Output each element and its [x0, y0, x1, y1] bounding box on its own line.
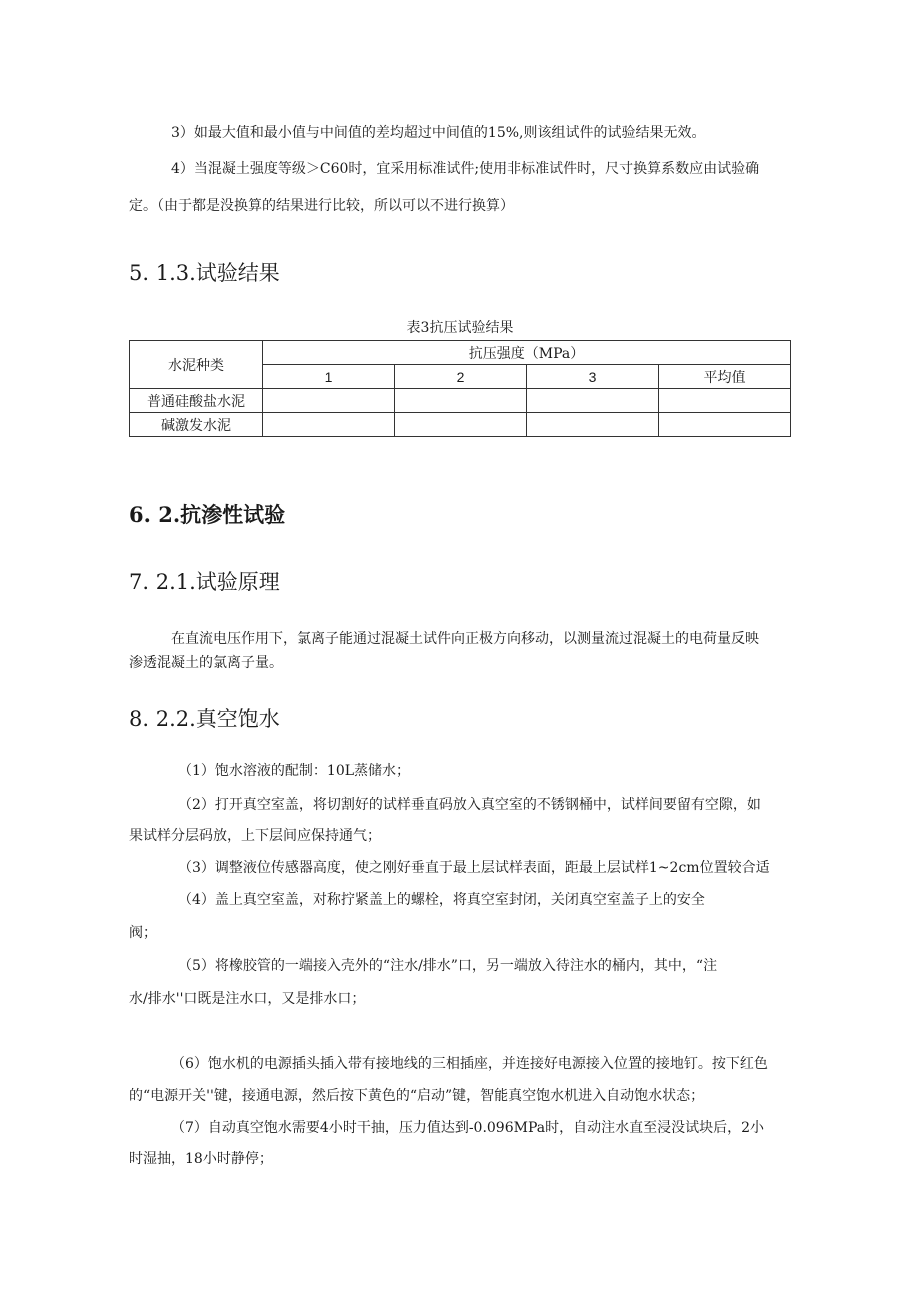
- principle-line2: 渗透混凝土的氯离子量。: [129, 655, 283, 671]
- table-cell: [527, 413, 659, 437]
- step-2-line2: 果试样分层码放，上下层间应保持通气；: [129, 828, 381, 844]
- header-cement-type: 水泥种类: [130, 341, 263, 389]
- subheader-1: 1: [263, 365, 395, 389]
- row-name: 碱激发水泥: [130, 413, 263, 437]
- table-row: [130, 389, 791, 413]
- table-cell: [659, 389, 791, 413]
- step-2-line1: （2）打开真空室盖，将切割好的试样垂直码放入真空室的不锈钢桶中，试样间要留有空隙，如: [178, 797, 761, 813]
- compression-results-table: [129, 340, 791, 437]
- table-caption: 表3抗压试验结果: [406, 320, 514, 336]
- step-5-line2: 水/排水''口既是注水口，又是排水口；: [129, 991, 366, 1007]
- table-cell: [659, 413, 791, 437]
- table-cell: [395, 413, 527, 437]
- heading-permeability-test: 6. 2.抗渗性试验: [129, 502, 286, 527]
- row-name: 普通硅酸盐水泥: [130, 389, 263, 413]
- heading-test-principle: 7. 2.1.试验原理: [129, 570, 280, 594]
- table-cell: [263, 413, 395, 437]
- principle-line1: 在直流电压作用下，氯离子能通过混凝土试件向正极方向移动，以测量流过混凝土的电荷量反映: [171, 631, 759, 647]
- step-1: （1）饱水溶液的配制：10L蒸储水；: [178, 763, 411, 779]
- table-cell: [395, 389, 527, 413]
- heading-test-results: 5. 1.3.试验结果: [129, 261, 280, 285]
- paragraph-4-line1: 4）当混凝土强度等级＞C60时，宜采用标准试件;使用非标准试件时，尺寸换算系数应由试验确: [171, 161, 760, 177]
- table-cell: [263, 389, 395, 413]
- step-7-line1: （7）自动真空饱水需要4小时干抽，压力值达到-0.096MPa时，自动注水直至浸没试块后，2小: [171, 1120, 765, 1136]
- step-4-line1: （4）盖上真空室盖，对称拧紧盖上的螺栓，将真空室封闭，关闭真空室盖子上的安全: [178, 892, 705, 908]
- heading-vacuum-saturation: 8. 2.2.真空饱水: [129, 707, 280, 731]
- step-3: （3）调整液位传感器高度，使之刚好垂直于最上层试样表面，距最上层试样1~2cm位置较合适: [178, 860, 770, 876]
- header-compressive-strength: 抗压强度（MPa）: [263, 341, 791, 365]
- step-6-line2: 的“电源开关''键，接通电源，然后按下黄色的“启动”键，智能真空饱水机进入自动饱水状态；: [129, 1088, 705, 1104]
- step-6-line1: （6）饱水机的电源插头插入带有接地线的三相插座，并连接好电源接入位置的接地钉。按下红色: [171, 1056, 768, 1072]
- step-7-line2: 时湿抽，18小时静停；: [129, 1151, 273, 1167]
- step-5-line1: （5）将橡胶管的一端接入壳外的“注水/排水”口，另一端放入待注水的桶内，其中，“注: [178, 958, 718, 974]
- step-4-line2: 阀；: [129, 925, 157, 941]
- subheader-average: 平均值: [659, 365, 791, 389]
- paragraph-3: 3）如最大值和最小值与中间值的差均超过中间值的15%,则该组试件的试验结果无效。: [171, 125, 706, 141]
- table-cell: [527, 389, 659, 413]
- table-row: [130, 413, 791, 437]
- subheader-3: 3: [527, 365, 659, 389]
- subheader-2: 2: [395, 365, 527, 389]
- paragraph-4-line2: 定。（由于都是没换算的结果进行比较，所以可以不进行换算）: [129, 198, 514, 214]
